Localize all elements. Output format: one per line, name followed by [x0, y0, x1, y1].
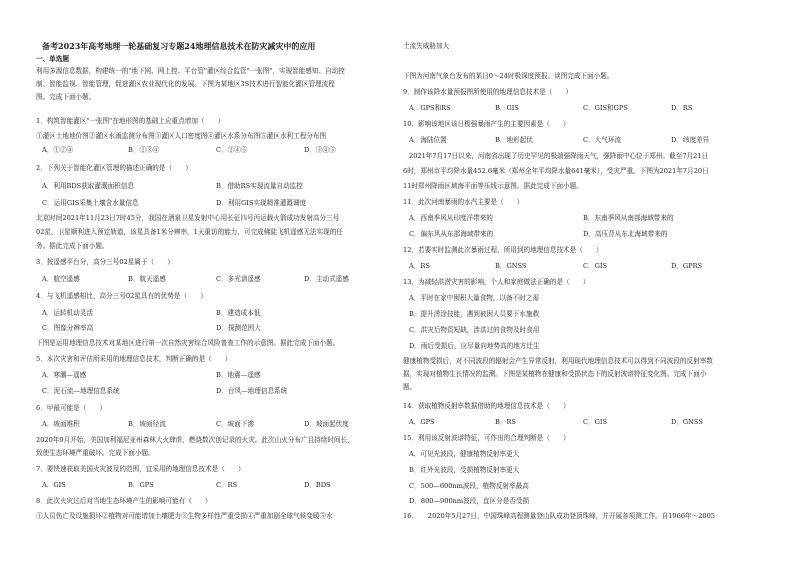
option-b: B．RS	[495, 418, 516, 426]
option-a: A．西南季风从印度洋带来的	[409, 214, 493, 222]
intro-line-2: 制、智能监视、智能管理，促进灌区农业现代化的发展。下图为某地区3S技术进行智能化灌区管理流程	[36, 80, 335, 88]
option-a: A．GPS	[409, 418, 435, 426]
option-b: B．②③④	[128, 146, 160, 154]
option-d: D．台风—地理信息系统	[216, 387, 288, 395]
option-a: A．航空遥感	[42, 275, 80, 283]
material-line-1: 北京时间2021年11月23日7时45分，我国在酒泉卫星发射中心用长征四号丙运载火箭成功发射高分三号	[36, 214, 340, 222]
option-b: B．建造成本低	[216, 309, 261, 317]
intro-line-3: 图。完成下面小题。	[36, 93, 96, 101]
intro-line-1: 利用多源信息数据，构建统一的"地下网、网上控、平台管"灌区综合监管"一张图"，实现智能感知、自动控	[36, 67, 345, 75]
question-7: 7．要快速获取美国火灾波及的范围，宜采用的地理信息技术是（ ）	[36, 465, 245, 473]
option-b: B．航天遥感	[128, 275, 166, 283]
option-a: A．①②④	[42, 146, 74, 154]
option-c: C．GIS	[583, 262, 608, 270]
option-b: B．东南季风从南部海域带来的	[583, 214, 674, 222]
option-c: C．洪灾后物资短缺，涉洪过的食物及时食用	[409, 326, 540, 334]
section-heading: 一、单选题	[36, 55, 69, 63]
material-line-1: 2021年7月17日以来，河南省出现了历史罕见的极端强降雨天气，强降雨中心位于郑州。截至7月21日	[409, 152, 709, 160]
question-4: 4．与飞机遥感相比，高分三号02星具有的优势是（ ）	[36, 292, 207, 300]
material-line-5: 据，实现对植物生长情况的监测。下图是某植物在健康和受损状态下的反射波谱特征变化图。完成下面小	[403, 370, 707, 378]
question-11: 11．此次河南暴雨的水汽主要是（ ）	[403, 198, 524, 206]
option-d: D．高压背从东北海域带来的	[583, 230, 668, 238]
option-c: C．运用GIS采集土壤含水量信息	[42, 199, 139, 207]
option-c: C．②④⑤	[216, 146, 248, 154]
option-c: C．图像分辨率高	[42, 324, 94, 332]
option-d: D．800—900nm波段，直区分是否受损	[409, 497, 530, 505]
question-9: 9．制作该降水量预报图所使用的地理信息技术是（ ）	[403, 88, 573, 96]
option-d: D．③④⑤	[304, 146, 336, 154]
option-b: B．GIS	[495, 104, 519, 112]
question-16: 16． 2020年5月27日，中国珠峰高程测量登山队成功登顶珠峰，并开展各项测工作。自1966年～2005	[403, 512, 715, 520]
option-c: C．RS	[216, 481, 238, 489]
option-b: B．地形起伏	[495, 136, 533, 144]
question-7-options	[36, 481, 393, 490]
option-a: A．RS	[409, 262, 430, 270]
material-line-2: 6时，郑州市平均降水量452.6毫米（郑州全年平均降水量641毫米），受灾严重。下图为2021年7月20日	[403, 167, 709, 175]
option-d: D．利用GIS实现精准灌溉调度	[216, 199, 307, 207]
option-b: B．地震—遥感	[216, 371, 261, 379]
option-d: D．RS	[671, 104, 693, 112]
option-c: C．偏东风从东部海域带来的	[409, 230, 494, 238]
question-6: 6．甲最可能是（ ）	[36, 404, 107, 412]
question-6-options	[36, 420, 393, 429]
option-b: B．提升涝涂技能，遇到被困人员要下水施救	[409, 310, 540, 318]
option-a: A．GIS	[42, 481, 66, 489]
question-3: 3．按遥感平台分，高分三号02星属于（ ）	[36, 258, 174, 266]
page-title: 备考2023年高考地理一轮基础复习专题24地理信息技术在防灾减灾中的应用	[42, 41, 316, 51]
question-12-options	[403, 262, 773, 271]
material-line-6: 致使生态环境严重破坏。完成下面小题。	[36, 449, 155, 457]
option-a: A．坡面堆积	[42, 420, 80, 428]
question-10: 10．影响该地区该日极强暴雨产生的主要因素是（ ）	[403, 120, 570, 128]
option-a: A．GPS和RS	[409, 104, 451, 112]
material-line-6: 题。	[403, 383, 417, 391]
option-a: A．利用BDS获取灌溉面积信息	[42, 182, 134, 190]
question-1-options	[36, 146, 393, 155]
option-b: B．GPS	[128, 481, 154, 489]
question-9-options	[403, 104, 773, 113]
option-d: D．GNSS	[671, 418, 703, 426]
question-14: 14．获取植物反射率数据借助的地理信息技术是（ ）	[403, 402, 570, 410]
option-a: A．运转机动灵活	[42, 309, 93, 317]
question-14-options	[403, 418, 773, 427]
question-13: 13．为减轻洪涝灾害的影响，个人和家庭做法正确的是（ ）	[403, 278, 590, 286]
question-8: 8．此次火灾过后对当地生态环境产生的影响可能有（ ）	[36, 497, 212, 505]
option-c: C．500—600nm波段，植物反射率最高	[409, 482, 529, 490]
option-b: B．红外光波段，受损植物反射率更大	[409, 466, 520, 474]
option-d: D．纬度差异	[671, 136, 710, 144]
question-3-options	[36, 275, 393, 284]
question-8-items: ①人员伤亡及设施损坏②植物对可能增加土壤肥力③生物多样性严重受损④严重加剧全球气候变暖⑤水	[36, 512, 333, 520]
option-a: A．海陆位置	[409, 136, 447, 144]
option-c: C．GIS	[583, 418, 608, 426]
option-d: D．雨后受损后，应尽量向地势高的地方迁生	[409, 342, 540, 350]
material-line-4: 健康植物受损后，对不同波段的辐射会产生异常反射，利用现代地理信息技术可以得到不同波段的反射率数	[403, 357, 713, 365]
option-b: B．坡面径流	[128, 420, 166, 428]
option-a: A．平时在家中囤积大量食物，以备不时之需	[409, 294, 540, 302]
question-10-options	[403, 136, 773, 145]
option-a: A．寒潮—遥感	[42, 371, 87, 379]
option-c: C．大气环流	[583, 136, 622, 144]
material-line-2: 02星，卫星顺利进入预定轨道，该星具备1米分辨率，1天重访的能力，可完成佛陡飞机遥感无法实现的任	[36, 228, 343, 236]
option-d: D．探测范围大	[216, 324, 261, 332]
question-5: 5．本次灾害和评估所采用的地理信息技术，判断正确的是（ ）	[36, 355, 232, 363]
option-d: D．GPRS	[671, 262, 703, 270]
question-2: 2．下列关于智能化灌区管理的描述正确的是（ ）	[36, 164, 192, 172]
continued-line: 土流失威胁加大	[403, 42, 450, 50]
material-line-3: 务。据此完成下面小题。	[36, 242, 109, 250]
option-d: D．BDS	[304, 481, 331, 489]
option-c: C．GIS和GPS	[583, 104, 628, 112]
material-line-4: 下图是运用地理信息技术对某地区进行第一次自然灾害综合风险普查工作的示意图。据此完成下面小题。	[36, 339, 340, 347]
option-b: B．借助RS实现流量自动监控	[216, 182, 303, 190]
option-a: A．可见光波段，健康植物反射率更大	[409, 450, 520, 458]
option-c: C．坡面下渗	[216, 420, 255, 428]
material-line-3: 11时郑州降雨区域海平面等压线示意图。据此完成下面小题。	[403, 182, 583, 190]
option-c: C．泥石流—地理信息系统	[42, 387, 120, 395]
question-1: 1．构筑智能灌区"一张图"在地形图的基础上应重点增加（ ）	[36, 117, 225, 125]
option-b: B．GNSS	[495, 262, 527, 270]
question-15: 15．利用该反射波谱特征，可作出的合理判断是（ ）	[403, 434, 570, 442]
option-d: D．坡面起伏度	[304, 420, 349, 428]
question-12: 12．若要实时监测此次暴雨过程，所用到的地理信息技术是（ ）	[403, 246, 603, 254]
material-line: 下图为河南气象台发布的某日0～24时极深度预报。读图完成下面小题。	[403, 72, 614, 80]
question-1-items: ①灌区土地地价图②灌区水雨监测分布图③灌区人口密度图④灌区水系分布图⑤灌区水利工程分布图	[36, 132, 327, 140]
option-c: C．多光谱遥感	[216, 275, 261, 283]
material-line-5: 2020年9月开始，美国加利福尼亚州森林大火肆虐，燃烧数次创记录的火灾。此次山火分布广且持续时间长，	[36, 436, 354, 444]
option-d: D．主动式遥感	[304, 275, 349, 283]
